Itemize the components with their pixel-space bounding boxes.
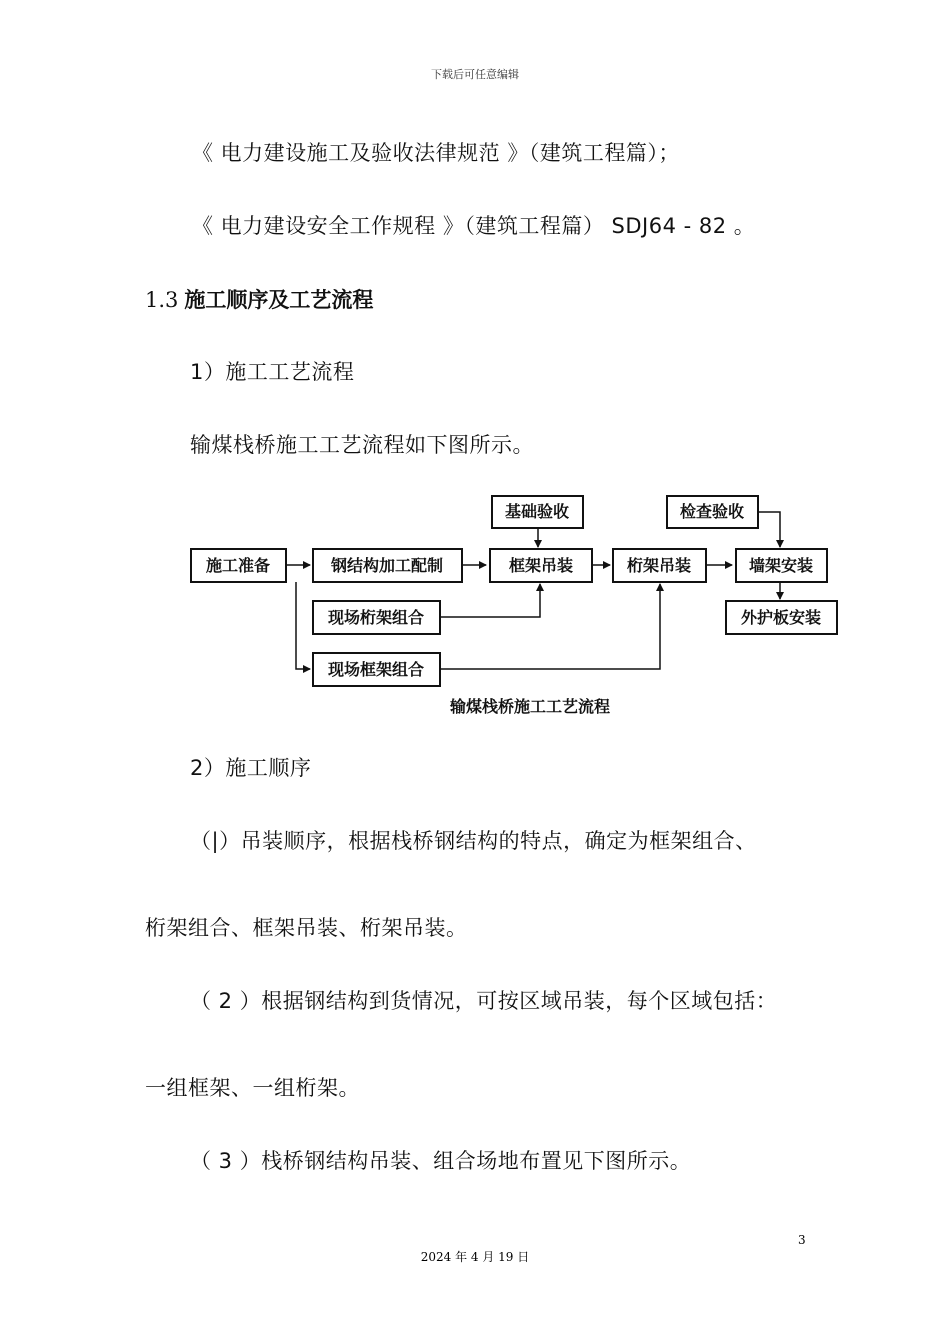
reference-line-1: 《 电力建设施工及验收法律规范 》（建筑工程篇）； — [192, 141, 680, 165]
subheading-sequence: 2）施工顺序 — [190, 756, 312, 780]
node-cladding-label: 外护板安装 — [740, 608, 822, 627]
node-steel — [313, 549, 462, 582]
item1-line2: 桁架组合、框架吊装、桁架吊装。 — [145, 916, 468, 940]
node-prep — [191, 549, 286, 582]
section-title: 施工顺序及工艺流程 — [184, 288, 374, 312]
node-truss-assembly — [313, 601, 440, 634]
node-foundation-label: 基础验收 — [504, 502, 570, 521]
intro-paragraph: 输煤栈桥施工工艺流程如下图所示。 — [190, 433, 534, 457]
footer-date: 2024 年 4 月 19 日 — [420, 1250, 530, 1264]
subheading-process-flow: 1）施工工艺流程 — [190, 360, 355, 384]
node-wall-label: 墙架安装 — [748, 556, 814, 575]
section-number: 1.3 — [145, 288, 179, 312]
node-truss-lift-label: 桁架吊装 — [626, 556, 692, 575]
arrow-frameassy-to-trusslift — [440, 584, 660, 669]
arrow-inspect-to-wall — [758, 512, 780, 547]
node-cladding — [726, 601, 837, 634]
item3-line: （ 3 ）栈桥钢结构吊装、组合场地布置见下图所示。 — [190, 1149, 692, 1173]
node-inspect-label: 检查验收 — [679, 502, 745, 521]
flowchart-caption: 输煤栈桥施工工艺流程 — [449, 697, 611, 716]
item1-line1: （|）吊装顺序，根据栈桥钢结构的特点，确定为框架组合、 — [190, 829, 757, 853]
node-foundation — [492, 496, 583, 528]
process-flowchart — [180, 485, 850, 725]
node-frame-assembly — [313, 653, 440, 686]
node-prep-label: 施工准备 — [205, 556, 271, 575]
page-header: 下载后可任意编辑 — [431, 68, 519, 81]
item2-line1: （ 2 ）根据钢结构到货情况，可按区域吊装，每个区域包括： — [190, 989, 778, 1013]
arrow-trussassy-to-framelift — [440, 584, 540, 617]
node-frame-lift-label: 框架吊装 — [508, 556, 574, 575]
reference-line-2: 《 电力建设安全工作规程 》（建筑工程篇） SDJ64 - 82 。 — [192, 214, 756, 238]
arrow-steel-to-frameassy — [296, 582, 310, 669]
node-truss-lift — [613, 549, 706, 582]
node-inspect — [667, 496, 758, 528]
item2-line2: 一组框架、一组桁架。 — [145, 1076, 360, 1100]
node-frame-lift — [490, 549, 592, 582]
page-number: 3 — [798, 1233, 806, 1247]
node-steel-label: 钢结构加工配制 — [330, 556, 444, 575]
node-frame-assembly-label: 现场框架组合 — [327, 660, 425, 679]
node-truss-assembly-label: 现场桁架组合 — [327, 608, 425, 627]
section-heading — [145, 284, 373, 314]
node-wall — [736, 549, 827, 582]
